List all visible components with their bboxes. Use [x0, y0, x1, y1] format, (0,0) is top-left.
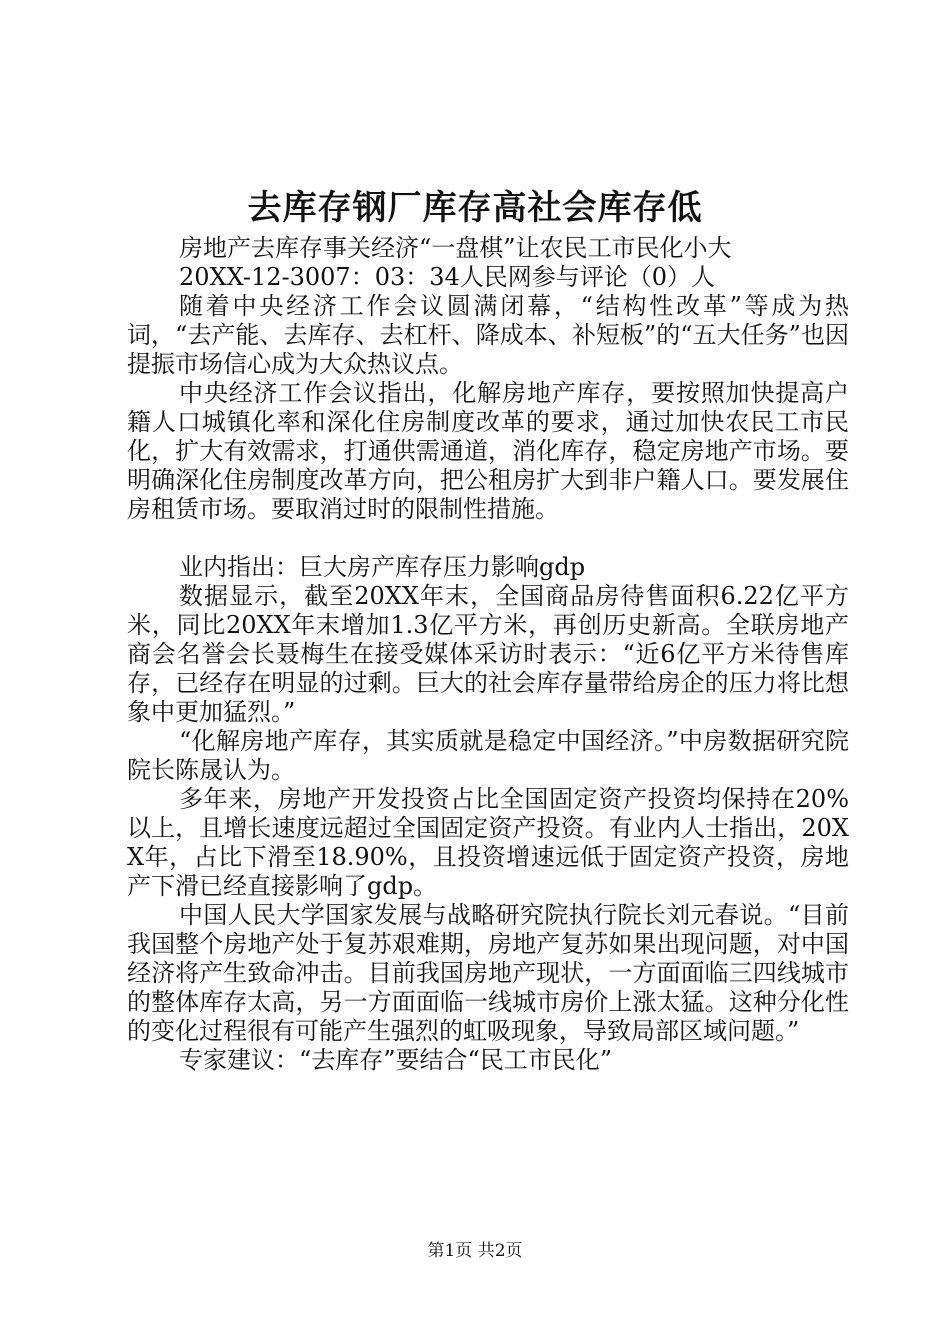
paragraph-subheadline: 房地产去库存事关经济“一盘棋”让农民工市民化小大: [179, 234, 732, 262]
article-body: [127, 234, 849, 1075]
paragraph-expert: 中国人民大学国家发展与战略研究院执行院长刘元春说。“目前我国整个房地产处于复苏艰难期，房地产复苏如果出现问题，对中国经济将产生致命冲击。目前我国房地产现状，一方面面临三四线城市的整体库存太高，另一方面面临一线城市房价上涨太猛。这种分化性的变化过程很有可能产生强烈的虹吸现象，导致局部区域问题。”: [127, 901, 849, 1045]
paragraph-data: 数据显示，截至20XX年末，全国商品房待售面积6.22亿平方米，同比20XX年末增加1.3亿平方米，再创历史新高。全联房地产商会名誉会长聂梅生在接受媒体采访时表示：“近6亿平方米待售库存，已经存在明显的过剩。巨大的社会库存量带给房企的压力将比想象中更加猛烈。”: [127, 582, 849, 726]
paragraph-gap: [127, 524, 849, 553]
paragraph-suggestion: 专家建议：“去库存”要结合“民工市民化”: [179, 1046, 613, 1074]
page-footer: 第1页 共2页: [427, 1241, 523, 1261]
paragraph-quote: “化解房地产库存，其实质就是稳定中国经济。”中房数据研究院院长陈晟认为。: [127, 727, 849, 784]
paragraph-intro: 随着中央经济工作会议圆满闭幕，“结构性改革”等成为热词，“去产能、去库存、去杠杆、降成本、补短板”的“五大任务”也因提振市场信心成为大众热议点。: [127, 292, 849, 378]
paragraph-conference: 中央经济工作会议指出，化解房地产库存，要按照加快提高户籍人口城镇化率和深化住房制度改革的要求，通过加快农民工市民化，扩大有效需求，打通供需通道，消化库存，稳定房地产市场。要明确深化住房制度改革方向，把公租房扩大到非户籍人口。要发展住房租赁市场。要取消过时的限制性措施。: [127, 379, 849, 523]
paragraph-dateline: 20XX-12-3007：03：34人民网参与评论（0）人: [179, 263, 716, 291]
paragraph-section-heading: 业内指出：巨大房产库存压力影响gdp: [179, 553, 586, 581]
page-title: 去库存钢厂库存高社会库存低: [247, 188, 703, 228]
paragraph-investment: 多年来，房地产开发投资占比全国固定资产投资均保持在20%以上，且增长速度远超过全国固定资产投资。有业内人士指出，20XX年，占比下滑至18.90%，且投资增速远低于固定资产投资，房地产下滑已经直接影响了gdp。: [127, 785, 849, 900]
